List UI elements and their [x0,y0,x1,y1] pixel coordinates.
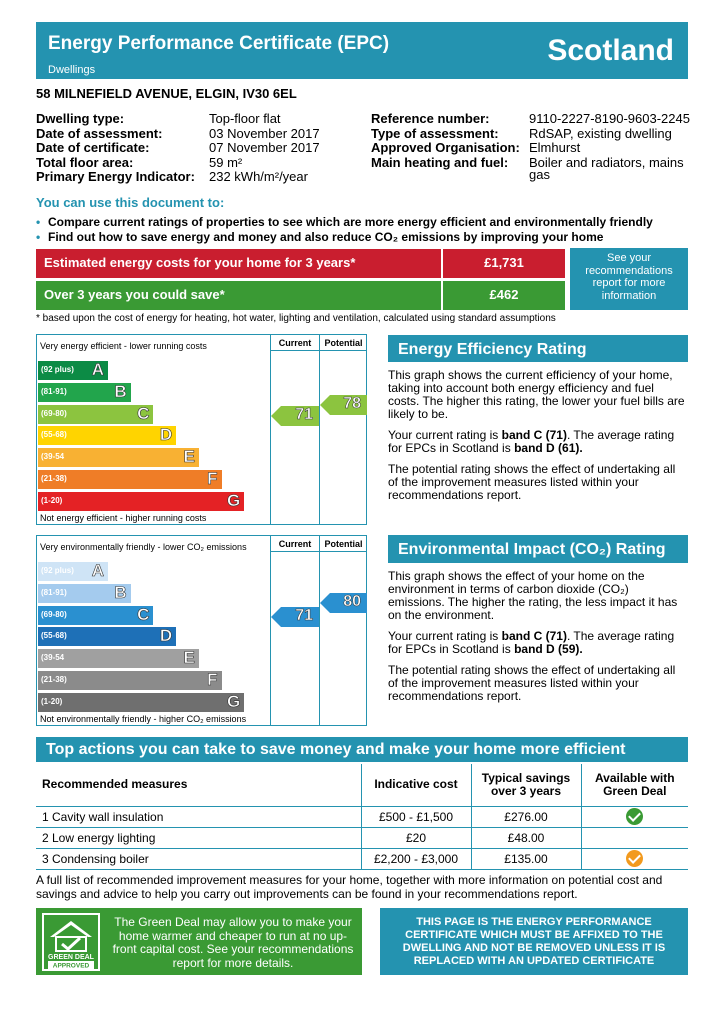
potential-rating-value: 78 [343,394,361,412]
measure-cost: £500 - £1,500 [361,806,471,827]
cost-footnote: * based upon the cost of energy for heating, hot water, lighting and ventilation, calculated using standard assumptions [36,313,556,324]
energy-efficiency-heading: Energy Efficiency Rating [388,335,688,362]
band-range: (55-68) [41,430,67,440]
ei-paragraph: The potential rating shows the effect of undertaking all of the improvement measures listed within your recommendations report. [388,663,676,703]
rating-band-g [38,492,244,511]
potential-column-header: Potential [324,539,363,549]
svg-text:GREEN DEAL: GREEN DEAL [48,954,94,961]
rating-band-g [38,693,244,712]
detail-value: RdSAP, existing dwelling [529,125,672,141]
certificate-title: Energy Performance Certificate (EPC) [48,33,390,54]
band-letter: F [207,670,218,689]
environmental-impact-graph [36,535,367,726]
band-letter: C [137,604,150,624]
property-address: 58 MILNEFIELD AVENUE, ELGIN, IV30 6EL [36,86,297,101]
band-range: (39-54 [41,653,65,663]
band-letter: B [114,582,127,602]
ee-paragraph: This graph shows the current efficiency of your home, taking into account both energy efficiency and fuel costs. The higher this rating, the lower your fuel bills are likely to be. [388,368,685,421]
measure-name: 1 Cavity wall insulation [36,806,361,827]
graph-top-caption: Very environmentally friendly - lower CO₂ emissions [40,542,247,552]
green-deal-box [36,908,362,975]
rating-band-b [38,584,131,603]
rating-band-d [38,426,176,445]
measure-saving: £276.00 [471,806,581,827]
detail-label: Approved Organisation: [371,140,520,155]
potential-rating-value: 80 [343,592,361,610]
detail-value: 59 m² [209,154,243,170]
top-actions-heading: Top actions you can take to save money and make your home more efficient [36,737,688,762]
recommendations-report-link[interactable]: See your recommendations report for more information [570,248,688,310]
band-range: (81-91) [41,386,67,396]
green-deal-text: The Green Deal may allow you to make your home warmer and cheaper to run at no up-front capital cost. See your recommendations report for more details. [112,915,354,970]
cost-3yr-label: Estimated energy costs for your home for 3 years* [36,249,441,278]
band-range: (1-20) [41,696,63,706]
detail-value: gas [529,167,550,182]
ei-paragraph: Your current rating is band C (71). The average rating for EPCs in Scotland is band D (59). [388,629,675,656]
measure-saving: £48.00 [471,827,581,848]
rating-band-c [38,405,153,424]
measure-cost: £20 [361,827,471,848]
use-heading: You can use this document to: [36,195,225,210]
orange-tick-icon [626,850,643,867]
detail-value: Boiler and radiators, mains [529,154,684,170]
rating-band-b [38,383,131,402]
detail-value: Top-floor flat [209,111,281,126]
band-range: (69-80) [41,408,67,418]
band-letter: A [91,561,104,580]
band-range: (92 plus) [41,365,74,374]
detail-value: Elmhurst [529,140,581,155]
environmental-impact-heading: Environmental Impact (CO₂) Rating [388,535,688,563]
green-deal-cell [581,827,688,848]
detail-label: Dwelling type: [36,111,125,126]
col-savings: Typical savings over 3 years [471,764,581,806]
region-label: Scotland [547,34,674,67]
measure-name: 3 Condensing boiler [36,848,361,869]
detail-value: 03 November 2017 [209,125,320,141]
rating-band-f [38,470,222,489]
affix-notice: THIS PAGE IS THE ENERGY PERFORMANCE CERTIFICATE WHICH MUST BE AFFIXED TO THE DWELLING AND NOT BE REMOVED UNLESS IT IS REPLACED WITH AN UPDATED CERTIFICATE [380,908,688,975]
details-right [371,112,691,187]
band-letter: A [91,360,104,379]
current-rating-arrow [271,607,319,627]
band-letter: G [226,490,241,510]
rating-band-d [38,627,176,646]
rating-band-e [38,649,199,668]
col-green-deal: Available with Green Deal [581,764,688,806]
bullet-item: • Compare current ratings of properties to see which are more energy efficient and environmentally friendly [36,215,653,230]
potential-rating-arrow [320,593,367,613]
energy-efficiency-graph [36,334,367,525]
band-letter: G [226,691,241,711]
use-bullets [36,215,653,244]
detail-label: Primary Energy Indicator: [36,169,195,184]
band-range: (21-38) [41,675,67,684]
detail-label: Type of assessment: [371,125,499,141]
table-header-row [36,764,688,806]
rating-band-f [38,671,222,690]
table-row [36,848,688,869]
details-left [36,112,366,187]
certificate-subtitle: Dwellings [48,64,96,76]
ee-paragraph: The potential rating shows the effect of undertaking all of the improvement measures listed within your recommendations report. [388,462,676,502]
full-list-note: A full list of recommended improvement measures for your home, together with more information on potential cost and savings and advice to help you carry out improvements can be found in your recommendations report. [36,873,663,901]
current-rating-value: 71 [295,406,313,424]
band-letter: E [183,648,195,668]
band-range: (69-80) [41,609,67,619]
col-measures: Recommended measures [36,764,361,806]
potential-rating-arrow [320,395,367,415]
saving-3yr-value: £462 [443,281,565,310]
band-letter: E [183,447,195,467]
measure-cost: £2,200 - £3,000 [361,848,471,869]
table-row [36,806,688,827]
green-deal-cell [581,806,688,827]
table-row [36,827,688,848]
band-range: (21-38) [41,474,67,483]
band-letter: D [159,425,173,445]
bullet-item: • Find out how to save energy and money and also reduce CO₂ emissions by improving your home [36,230,653,245]
detail-label: Date of assessment: [36,125,163,141]
detail-value: 232 kWh/m²/year [209,169,308,184]
green-deal-approved-logo [42,913,100,971]
graph-bottom-caption: Not energy efficient - higher running costs [40,513,207,523]
detail-label: Total floor area: [36,154,134,170]
measure-name: 2 Low energy lighting [36,827,361,848]
rating-band-c [38,606,153,625]
band-range: (55-68) [41,631,67,641]
detail-value: 07 November 2017 [209,140,320,155]
detail-label: Date of certificate: [36,140,150,155]
green-deal-cell [581,848,688,869]
current-column-header: Current [278,539,312,549]
current-rating-value: 71 [295,607,313,625]
ee-paragraph: Your current rating is band C (71). The average rating for EPCs in Scotland is band D (61). [388,428,675,455]
potential-column-header: Potential [324,338,363,348]
graph-bottom-caption: Not environmentally friendly - higher CO₂ emissions [40,714,247,724]
current-column-header: Current [278,338,312,348]
rating-band-a [38,361,108,380]
svg-text:APPROVED: APPROVED [52,962,90,970]
saving-3yr-label: Over 3 years you could save* [36,281,441,310]
cost-3yr-value: £1,731 [443,249,565,278]
graph-top-caption: Very energy efficient - lower running costs [40,341,207,351]
band-letter: D [159,626,173,646]
detail-value: 9110-2227-8190-9603-2245 [529,111,690,126]
rating-band-a [38,562,108,581]
band-letter: F [207,469,218,488]
band-range: (1-20) [41,495,63,505]
band-letter: B [114,381,127,401]
rating-band-e [38,448,199,467]
band-range: (81-91) [41,587,67,597]
detail-label: Reference number: [371,111,490,126]
detail-label: Main heating and fuel: [371,154,509,170]
current-rating-arrow [271,406,319,426]
recommended-measures-table [36,764,688,870]
green-tick-icon [626,808,643,825]
environmental-impact-text [388,570,688,711]
band-range: (92 plus) [41,566,74,575]
band-letter: C [137,403,150,423]
epc-header [36,22,688,79]
ei-paragraph: This graph shows the effect of your home on the environment in terms of carbon dioxide (CO₂) emissions. The higher the rating, the less impact it has on the environment. [388,569,678,622]
measure-saving: £135.00 [471,848,581,869]
energy-efficiency-text [388,369,688,510]
col-cost: Indicative cost [361,764,471,806]
band-range: (39-54 [41,452,65,462]
